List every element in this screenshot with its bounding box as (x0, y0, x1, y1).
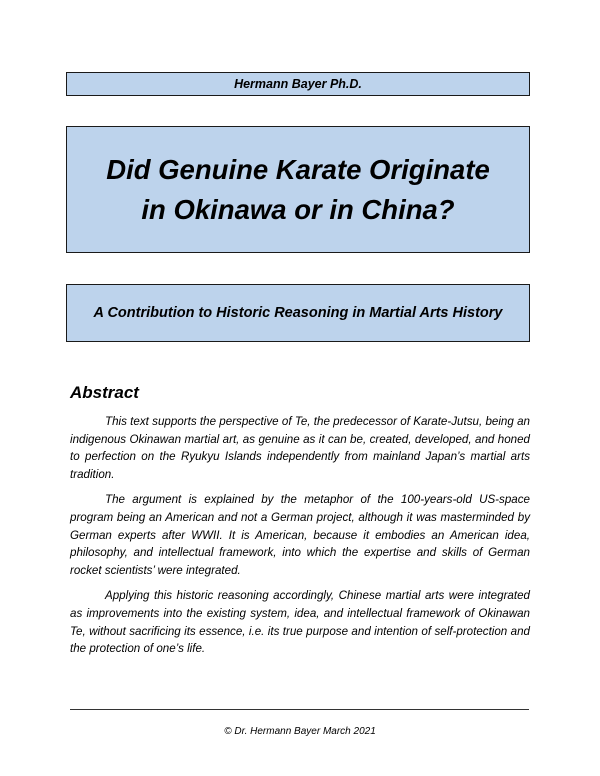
footer-divider (70, 709, 529, 710)
title-line-1: Did Genuine Karate Originate (106, 153, 490, 185)
document-title (106, 150, 490, 230)
document-subtitle: A Contribution to Historic Reasoning in Martial Arts History (93, 305, 503, 321)
author-name: Hermann Bayer Ph.D. (234, 77, 362, 91)
author-box (66, 72, 530, 96)
subtitle-box (66, 284, 530, 342)
abstract-paragraph-2: The argument is explained by the metaphor of the 100-years-old US-space program being an American and not a German project, although it was masterminded by German experts after WWII. It is American, because it embodies an American idea, philosophy, and intellectual framework, into which the expertise and skills of German rocket scientists’ were integrated. (70, 493, 530, 577)
footer-copyright: © Dr. Hermann Bayer March 2021 (224, 726, 376, 737)
title-line-2: in Okinawa or in China? (141, 193, 455, 225)
abstract-paragraph-3: Applying this historic reasoning accordingly, Chinese martial arts were integrated as improvements into the existing system, idea, and intellectual framework of Okinawan Te, without sacrificing its essence, i.e. its true purpose and intention of self-protection and the protection of one’s life. (70, 589, 530, 656)
abstract-paragraph-1: This text supports the perspective of Te, the predecessor of Karate-Jutsu, being an indigenous Okinawan martial art, as genuine as it can be, created, developed, and honed to perfection on the Ryukyu Islands independently from mainland Japan’s martial arts tradition. (70, 415, 530, 481)
abstract-heading: Abstract (70, 383, 139, 402)
title-box (66, 126, 530, 253)
abstract-body (70, 413, 530, 666)
